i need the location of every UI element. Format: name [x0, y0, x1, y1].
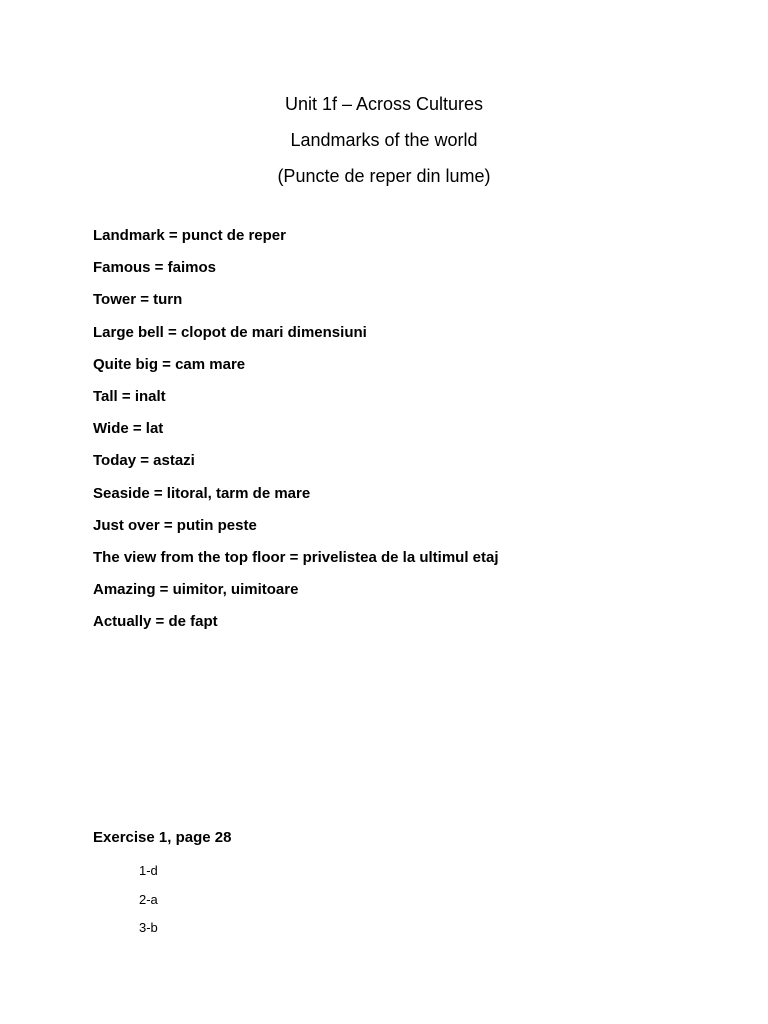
vocabulary-item: Just over = putin peste: [93, 516, 257, 534]
vocabulary-item: The view from the top floor = privelistea de la ultimul etaj: [93, 548, 499, 566]
exercise-answer-list: [139, 857, 158, 943]
vocabulary-item: Wide = lat: [93, 420, 164, 438]
exercise-heading: Exercise 1, page 28: [93, 829, 232, 846]
vocabulary-item: Tower = turn: [93, 291, 183, 309]
vocabulary-list: [93, 220, 499, 638]
vocabulary-item: Today = astazi: [93, 452, 195, 470]
vocabulary-item: Tall = inalt: [93, 387, 166, 405]
lesson-subtitle: Landmarks of the world: [290, 130, 478, 150]
title-block: [0, 86, 768, 194]
exercise-answer: 3-b: [139, 920, 158, 935]
vocabulary-item: Landmark = punct de reper: [93, 227, 286, 244]
vocabulary-item: Amazing = uimitor, uimitoare: [93, 581, 299, 599]
exercise-answer: 1-d: [139, 863, 158, 878]
vocabulary-item: Actually = de fapt: [93, 613, 218, 631]
exercise-answer: 2-a: [139, 891, 158, 907]
vocabulary-item: Quite big = cam mare: [93, 355, 246, 373]
subtitle-translation: (Puncte de reper din lume): [277, 166, 491, 186]
vocabulary-item: Famous = faimos: [93, 259, 216, 277]
vocabulary-item: Large bell = clopot de mari dimensiuni: [93, 323, 367, 341]
unit-title: Unit 1f – Across Cultures: [284, 94, 484, 114]
vocabulary-item: Seaside = litoral, tarm de mare: [93, 484, 311, 502]
